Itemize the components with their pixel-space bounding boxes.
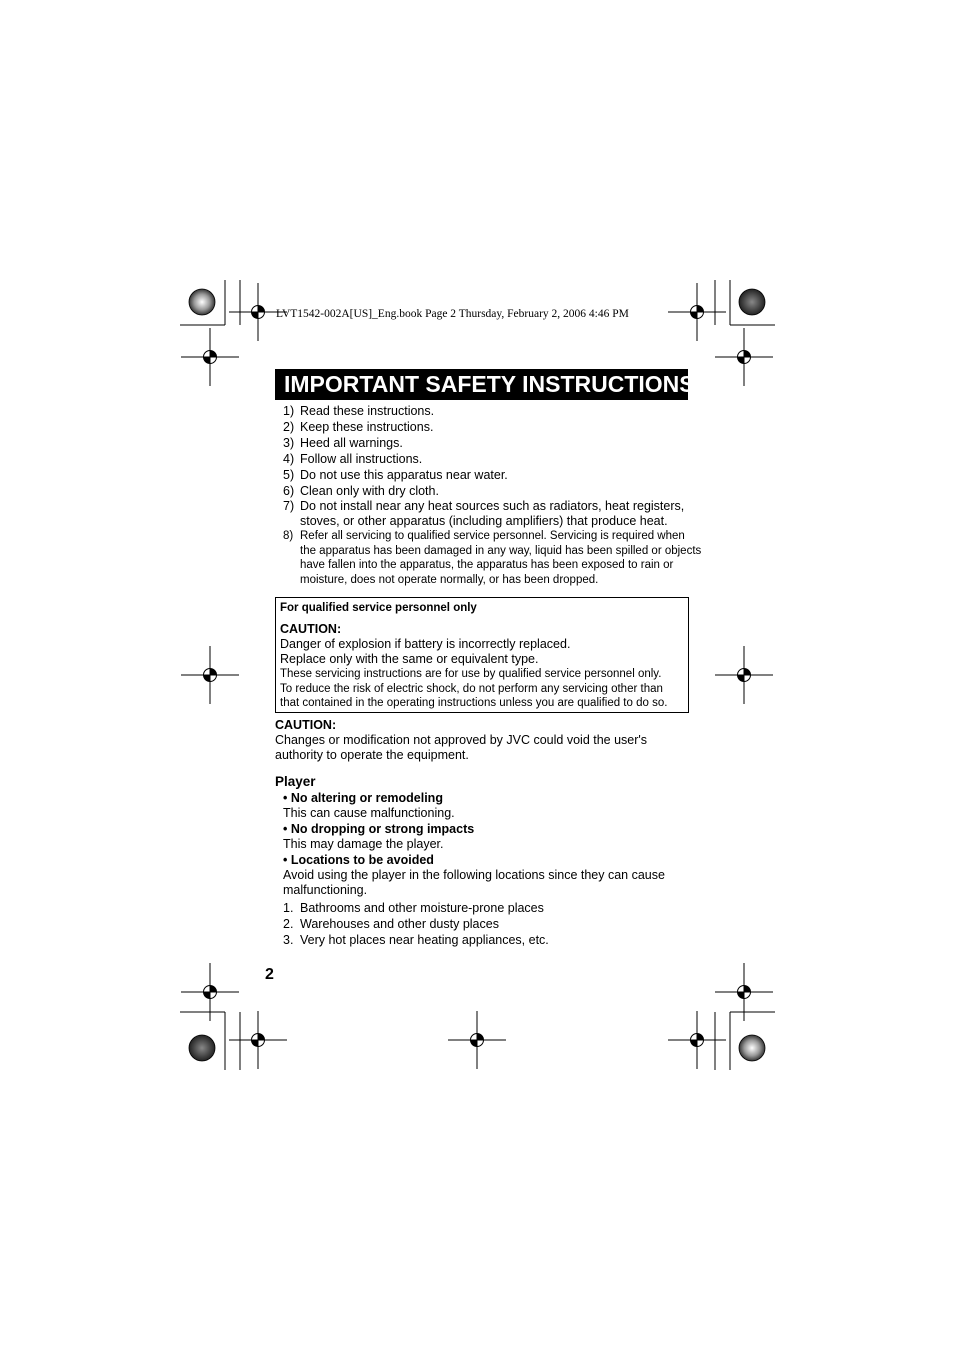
caution-text: These servicing instructions are for use by qualified service personnel only. (280, 668, 662, 680)
list-item: 6) Clean only with dry cloth. (283, 484, 439, 498)
list-item: 5) Do not use this apparatus near water. (283, 468, 508, 482)
bullet-desc: This can cause malfunctioning. (283, 806, 455, 820)
list-item: 3. Very hot places near heating appliances, etc. (283, 933, 549, 947)
list-item: 7) Do not install near any heat sources such as radiators, heat registers, stoves, or other apparatus (including amplifiers) that produce heat. (283, 499, 685, 528)
instructions-list (283, 403, 703, 587)
section-heading: Player (275, 774, 316, 789)
list-item: 2. Warehouses and other dusty places (283, 917, 499, 931)
bullet-heading: • Locations to be avoided (283, 853, 434, 867)
dark-target-icon (189, 1035, 215, 1061)
caution-text: Changes or modification not approved by JVC could void the user's authority to operate the equipment. (275, 733, 648, 762)
service-caution-box (275, 597, 689, 713)
caution-text: To reduce the risk of electric shock, do not perform any servicing other than that contained in the operating instructions unless you are qualified to do so. (280, 682, 668, 709)
star-target-icon (739, 1035, 765, 1061)
list-item: 4) Follow all instructions. (283, 452, 423, 466)
list-item: 8) Refer all servicing to qualified service personnel. Servicing is required when the apparatus has been damaged in any way, liquid has been spilled or objects have fallen into the apparatus, the apparatus has been exposed to rain or moisture, does not operate normally, or has been dropped. (283, 530, 702, 586)
caution-label: CAUTION: (280, 622, 342, 636)
locations-list (283, 900, 695, 948)
caution-label: CAUTION: (275, 718, 337, 732)
player-section (275, 774, 695, 948)
dark-target-icon (739, 289, 765, 315)
bullet-heading: • No altering or remodeling (283, 791, 443, 805)
bullet-desc: Avoid using the player in the following locations since they can cause malfunctioning. (283, 868, 665, 897)
list-item: 2) Keep these instructions. (283, 420, 434, 434)
page-title: IMPORTANT SAFETY INSTRUCTIONS (275, 369, 688, 400)
list-item: 3) Heed all warnings. (283, 436, 403, 450)
list-item: 1. Bathrooms and other moisture-prone places (283, 901, 544, 915)
caution-text: Replace only with the same or equivalent type. (280, 652, 539, 666)
caution-text: Danger of explosion if battery is incorrectly replaced. (280, 637, 571, 651)
jvc-caution (275, 718, 695, 763)
bullet-heading: • No dropping or strong impacts (283, 822, 475, 836)
box-heading: For qualified service personnel only (280, 602, 477, 614)
list-item: 1) Read these instructions. (283, 404, 435, 418)
page-number: 2 (265, 966, 274, 983)
print-header: LVT1542-002A[US]_Eng.book Page 2 Thursday, February 2, 2006 4:46 PM (276, 308, 629, 320)
star-target-icon (189, 289, 215, 315)
bullet-desc: This may damage the player. (283, 837, 444, 851)
